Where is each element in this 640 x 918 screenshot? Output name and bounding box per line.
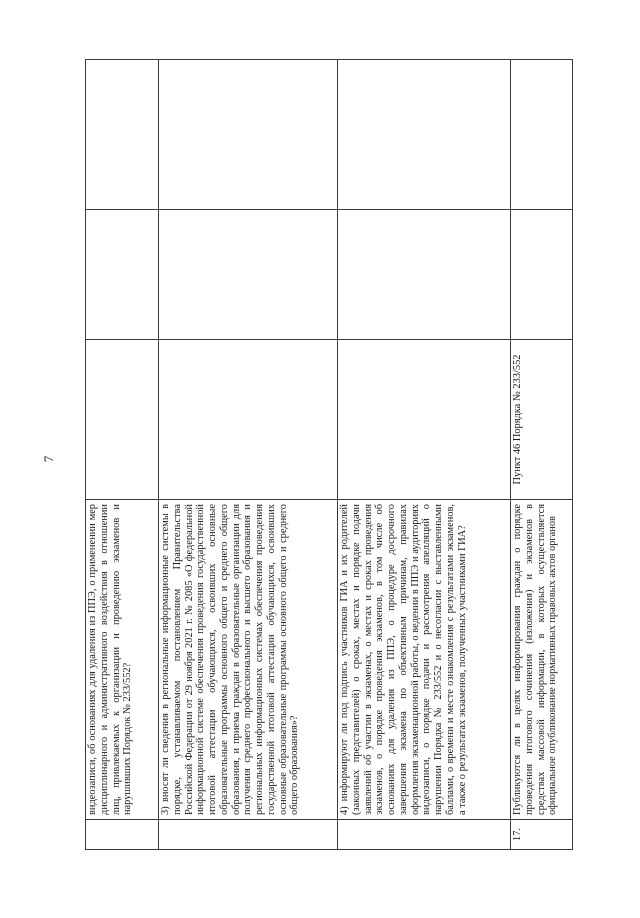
legal-basis-cell [159, 340, 338, 500]
note-cell [511, 60, 573, 210]
row-number [338, 820, 511, 850]
checklist-table-container [85, 60, 560, 850]
question-cell: 4) информируют ли под подпись участников ГИА и их родителей (законных представителей) о сроках, местах и порядке подачи заявлений об участии в экзаменах, о местах и сроках проведения экзаменов, о порядке проведения экзаменов, в том числе об основаниях для удаления из ППЭ, о процедуре досрочного завершения экзамена по объективным причинам, правилах оформления экзаменационной работы, о ведении в ППЭ и аудиториях видеозаписи, о порядке подачи и рассмотрения апелляций о нарушении Порядка № 233/552 и о несогласии с выставленными баллами, о времени и месте ознакомления с результатами экзаменов, а также о результатах экзаменов, полученных участниками ГИА? [338, 500, 511, 820]
table-row [511, 60, 573, 850]
table-row [159, 60, 338, 850]
note-cell [338, 60, 511, 210]
note-cell [159, 60, 338, 210]
row-number: 17. [511, 820, 573, 850]
question-cell: Публикуются ли в целях информирования граждан о порядке проведения итогового сочинения (изложения) и экзаменов в средствах массовой информации, в которых осуществляется официальное опубликование нормативных правовых актов органов [511, 500, 573, 820]
checklist-table [85, 59, 573, 850]
row-number [159, 820, 338, 850]
answer-cell [86, 210, 159, 340]
table-row [86, 60, 159, 850]
question-cell: 3) вносят ли сведения в региональные информационные системы в порядке, устанавливаемом постановлением Правительства Российской Федерации от 29 ноября 2021 г. № 2085 «О федеральной информационной системе обеспечения проведения государственной итоговой аттестации обучающихся, освоивших основные образовательные программы основного общего и среднего общего образования, и приема граждан в образовательные организации для получения среднего профессионального и высшего образования и региональных информационных системах обеспечения проведения государственной итоговой аттестации обучающихся, освоивших основные образовательные программы основного общего и среднего общего образования»? [159, 500, 338, 820]
table-row [338, 60, 511, 850]
row-number [86, 820, 159, 850]
legal-basis-cell [338, 340, 511, 500]
question-cell: видеозаписи, об основаниях для удаления из ППЭ, о применении мер дисциплинарного и административного воздействия в отношении лиц, привлекаемых к организации и проведению экзаменов и нарушивших Порядок № 233/552? [86, 500, 159, 820]
note-cell [86, 60, 159, 210]
answer-cell [338, 210, 511, 340]
answer-cell [159, 210, 338, 340]
page-number: 7 [41, 455, 56, 463]
legal-basis-cell: Пункт 46 Порядка № 233/552 [511, 340, 573, 500]
answer-cell [511, 210, 573, 340]
legal-basis-cell [86, 340, 159, 500]
